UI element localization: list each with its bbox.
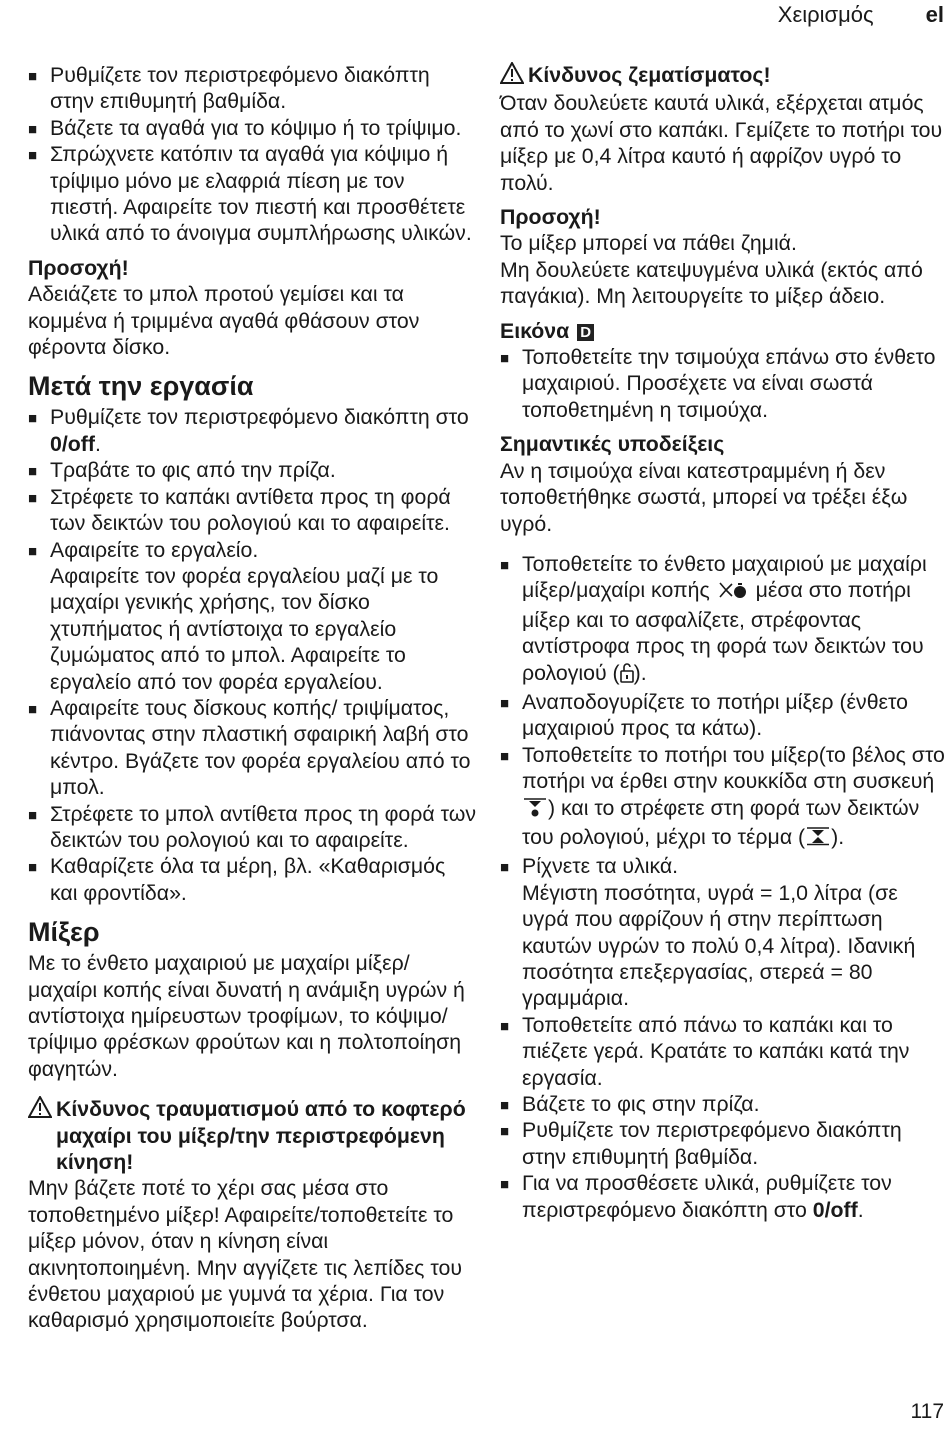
off-setting: 0/off: [812, 1197, 858, 1222]
item-text: .: [94, 431, 101, 456]
scald-warning-text: Όταν δουλεύετε καυτά υλικά, εξέρχεται ατμός από το χωνί στο καπάκι. Γεμίζετε το ποτήρι του μίξερ με 0,4 λίτρα καυτό ή αφρίζον υγρό το πολύ.: [500, 91, 943, 195]
seal-list: [500, 344, 948, 423]
off-setting: 0/off: [50, 431, 95, 456]
injury-warning-heading: [28, 1096, 478, 1175]
right-column: [500, 62, 948, 1223]
attention-line: Μη δουλεύετε κατεψυγμένα υλικά (εκτός από παγάκια). Μη λειτουργείτε το μίξερ άδειο.: [500, 257, 923, 309]
warning-triangle-icon: [500, 62, 528, 90]
item-text: Τοποθετείτε το ποτήρι του μίξερ(το βέλος στο ποτήρι να έρθει στην κουκκίδα στη συσκευή: [522, 742, 945, 794]
item-text: Ρυθμίζετε τον περιστρεφόμενο διακόπτη στο: [50, 405, 469, 430]
list-item: [28, 404, 478, 457]
section-title: Χειρισμός: [777, 2, 874, 27]
page-header: [778, 2, 944, 28]
item-text: Τοποθετείτε το ένθετο μαχαιριού με μαχαίρι μίξερ/μαχαίρι κοπής: [522, 551, 927, 603]
figure-letter-badge: D: [577, 324, 594, 341]
item-text: Ρίχνετε τα υλικά.: [522, 854, 679, 879]
list-item: [500, 1170, 948, 1223]
figure-reference: [500, 318, 948, 344]
item-text: ).: [633, 660, 647, 685]
after-work-heading: Μετά την εργασία: [28, 371, 254, 402]
scald-warning-heading: [500, 62, 948, 90]
item-text: Αφαιρείτε το εργαλείο.: [50, 537, 259, 562]
item-text: Για να προσθέσετε υλικά, ρυθμίζετε τον περιστρεφόμενο διακόπτη στο: [522, 1171, 892, 1222]
list-item: [500, 853, 948, 1011]
list-item: ■ Στρέφετε το μπολ αντίθετα προς τη φορά των δεικτών του ρολογιού και το αφαιρείτε.: [28, 801, 478, 854]
language-code: el: [925, 2, 944, 27]
item-text: ) και το στρέφετε στη φορά των δεικτών του ρολογιού, μέχρι το τέρμα (: [522, 795, 920, 849]
list-item: ■ Τραβάτε το φις από την πρίζα.: [28, 457, 478, 483]
list-item: ■ Βάζετε τα αγαθά για το κόψιμο ή το τρίψιμο.: [28, 115, 478, 141]
item-detail: Αφαιρείτε τον φορέα εργαλείου μαζί με το μαχαίρι γενικής χρήσης, τον δίσκο χτυπήματος ή αντίστοιχα το εργαλείο ζυμώματος από το μπολ. Αφαιρείτε το εργαλείο από τον φορέα εργαλείου.: [50, 563, 439, 694]
list-item: ■ Στρέφετε το καπάκι αντίθετα προς τη φορά των δεικτών του ρολογιού και το αφαιρείτε.: [28, 484, 478, 537]
item-text: μέσα στο ποτήρι μίξερ και το ασφαλίζετε, στρέφοντας αντίστροφα προς τη φορά των δεικτών του ρολογιού (: [522, 578, 924, 685]
attention-heading: Προσοχή!: [28, 255, 129, 280]
attention-line: Το μίξερ μπορεί να πάθει ζημιά.: [500, 231, 797, 256]
mixer-heading: Μίξερ: [28, 917, 100, 948]
mixer-text: Με το ένθετο μαχαιριού με μαχαίρι μίξερ/ μαχαίρι κοπής είναι δυνατή η ανάμιξη υγρών ή αντίστοιχα ημίρευστων τροφίμων, το κόψιμο/τρίψιμο φρέσκων φρούτων και η πολτοποίηση φαγητών.: [28, 951, 465, 1081]
figure-label: Εικόνα: [500, 318, 570, 343]
warning-title: Κίνδυνος ζεματίσματος!: [528, 63, 771, 87]
list-item: ■ Καθαρίζετε όλα τα μέρη, βλ. «Καθαρισμός και φροντίδα».: [28, 853, 478, 906]
notes-heading: Σημαντικές υποδείξεις: [500, 432, 725, 457]
attention-text: Αδειάζετε το μπολ προτού γεμίσει και τα κομμένα ή τριμμένα αγαθά φθάσουν στον φέροντα δίσκο.: [28, 282, 420, 360]
mixer-steps-list: [500, 551, 948, 1223]
warning-triangle-icon: [28, 1096, 56, 1175]
list-item: ■ Σπρώχνετε κατόπιν τα αγαθά για κόψιμο ή τρίψιμο μόνο με ελαφριά πίεση με τον πιεστή. Αφαιρείτε τον πιεστή και προσθέτετε υλικά από το άνοιγμα συμπλήρωσης υλικών.: [28, 141, 478, 247]
list-item: ■ Ρυθμίζετε τον περιστρεφόμενο διακόπτη στην επιθυμητή βαθμίδα.: [500, 1117, 948, 1170]
item-detail: Μέγιστη ποσότητα, υγρά = 1,0 λίτρα (σε υγρά που αφρίζουν ή στην περίπτωση καυτών υγρών το πολύ 0,4 λίτρα). Ιδανική ποσότητα επεξεργασίας, στερεά = 80 γραμμάρια.: [522, 880, 916, 1011]
list-item: ■ Τοποθετείτε την τσιμούχα επάνω στο ένθετο μαχαιριού. Προσέχετε να είναι σωστά τοποθετημένη η τσιμούχα.: [500, 344, 948, 423]
list-item: [28, 537, 478, 695]
notes-text: Αν η τσιμούχα είναι κατεστραμμένη ή δεν τοποθετήθηκε σωστά, μπορεί να τρέξει έξω υγρό.: [500, 458, 908, 536]
warning-title: Κίνδυνος τραυματισμού από το κοφτερό μαχαίρι του μίξερ/την περιστρεφόμενη κίνηση!: [56, 1097, 466, 1175]
injury-warning-text: Μην βάζετε ποτέ το χέρι σας μέσα στο τοποθετημένο μίξερ! Αφαιρείτε/τοποθετείτε το μίξερ μόνον, όταν η κίνηση είναι ακινητοποιημένη. Μην αγγίζετε τις λεπίδες του ένθετου μαχαριού με γυμνά τα χέρια. Για τον καθαρισμό χρησιμοποιείτε βούρτσα.: [28, 1176, 462, 1333]
list-item: ■ Ρυθμίζετε τον περιστρεφόμενο διακόπτη στην επιθυμητή βαθμίδα.: [28, 62, 478, 115]
after-work-list: [28, 404, 478, 906]
list-item: ■ Αναποδογυρίζετε το ποτήρι μίξερ (ένθετο μαχαιριού προς τα κάτω).: [500, 689, 948, 742]
attention-heading: Προσοχή!: [500, 205, 601, 230]
page-number: 117: [910, 1400, 944, 1423]
left-column: [28, 62, 478, 1334]
steps-list: [28, 62, 478, 247]
arrow-to-dot-icon: [522, 796, 548, 824]
list-item: [500, 551, 948, 689]
list-item: ■ Τοποθετείτε από πάνω το καπάκι και το πιέζετε γερά. Κρατάτε το καπάκι κατά την εργασία.: [500, 1012, 948, 1091]
list-item: [500, 742, 948, 854]
blade-icon: [716, 580, 750, 606]
unlocked-padlock-icon: [620, 663, 634, 689]
item-text: ).: [831, 824, 845, 849]
item-text: .: [857, 1197, 864, 1222]
list-item: ■ Αφαιρείτε τους δίσκους κοπής/ τριψίματος, πιάνοντας στην πλαστική σφαιρική λαβή στο κέντρο. Βγάζετε τον φορέα εργαλείου από το μπολ.: [28, 695, 478, 801]
end-stop-icon: [805, 825, 831, 853]
list-item: ■ Βάζετε το φις στην πρίζα.: [500, 1091, 948, 1117]
